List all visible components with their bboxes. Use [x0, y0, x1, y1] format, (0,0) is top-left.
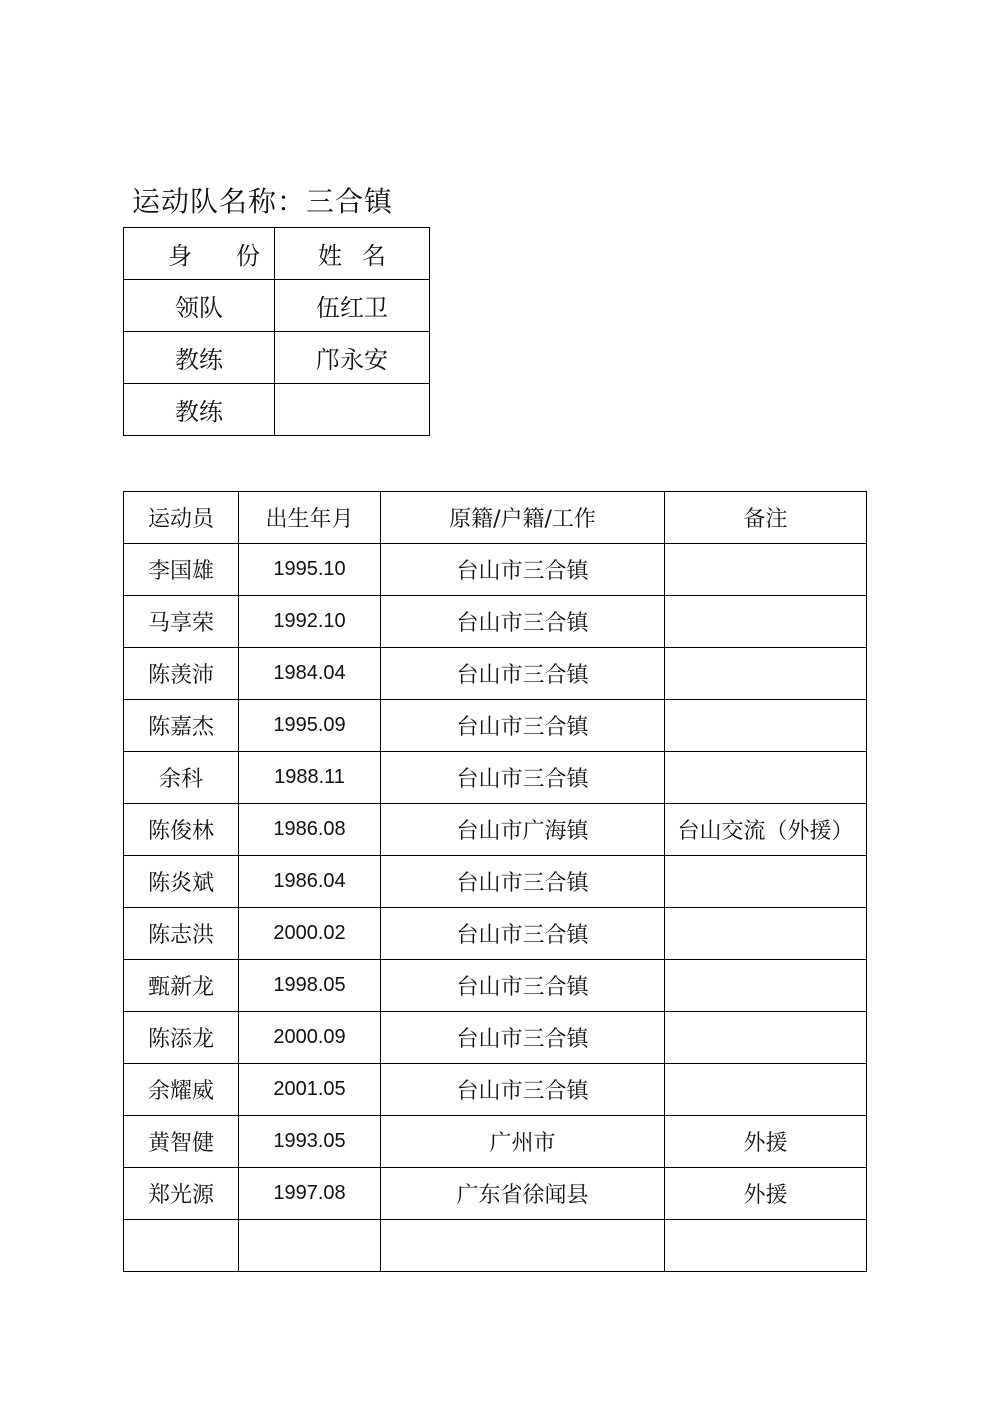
athlete-note-cell — [665, 1012, 867, 1064]
athlete-origin-cell — [381, 1220, 665, 1272]
athlete-birth-cell: 1986.04 — [239, 856, 381, 908]
athlete-name-cell: 陈嘉杰 — [124, 700, 239, 752]
athlete-origin-cell: 台山市三合镇 — [381, 596, 665, 648]
staff-name-cell — [275, 384, 430, 436]
athlete-origin-cell: 台山市广海镇 — [381, 804, 665, 856]
athlete-name-cell: 余科 — [124, 752, 239, 804]
athlete-note-cell — [665, 1064, 867, 1116]
staff-row — [124, 332, 430, 384]
athlete-birth-cell: 1995.10 — [239, 544, 381, 596]
staff-header-name: 姓名 — [275, 228, 430, 280]
athlete-note-cell: 台山交流（外援） — [665, 804, 867, 856]
athlete-birth-cell: 1997.08 — [239, 1168, 381, 1220]
athlete-origin-cell: 台山市三合镇 — [381, 908, 665, 960]
athlete-birth-cell: 2000.09 — [239, 1012, 381, 1064]
athlete-note-cell: 外援 — [665, 1168, 867, 1220]
athlete-row — [124, 804, 867, 856]
athlete-row — [124, 908, 867, 960]
athlete-origin-cell: 台山市三合镇 — [381, 752, 665, 804]
staff-header-role: 身份 — [124, 228, 275, 280]
athlete-row — [124, 752, 867, 804]
athlete-row — [124, 1220, 867, 1272]
athlete-name-cell: 郑光源 — [124, 1168, 239, 1220]
athlete-birth-cell: 2001.05 — [239, 1064, 381, 1116]
athlete-row — [124, 1168, 867, 1220]
athlete-header-note: 备注 — [665, 492, 867, 544]
athlete-origin-cell: 台山市三合镇 — [381, 960, 665, 1012]
athlete-origin-cell: 台山市三合镇 — [381, 648, 665, 700]
athlete-origin-cell: 台山市三合镇 — [381, 544, 665, 596]
athlete-name-cell: 陈俊林 — [124, 804, 239, 856]
athlete-name-cell: 李国雄 — [124, 544, 239, 596]
team-name: 三合镇 — [306, 185, 394, 218]
athlete-note-cell — [665, 700, 867, 752]
athlete-birth-cell: 2000.02 — [239, 908, 381, 960]
athlete-header-row — [124, 492, 867, 544]
athlete-row — [124, 544, 867, 596]
athlete-origin-cell: 广东省徐闻县 — [381, 1168, 665, 1220]
athlete-row — [124, 648, 867, 700]
staff-role-cell: 教练 — [124, 332, 275, 384]
athlete-name-cell: 陈添龙 — [124, 1012, 239, 1064]
athlete-birth-cell: 1992.10 — [239, 596, 381, 648]
staff-row — [124, 384, 430, 436]
athlete-origin-cell: 台山市三合镇 — [381, 700, 665, 752]
athlete-row — [124, 1064, 867, 1116]
staff-name-cell: 伍红卫 — [275, 280, 430, 332]
athlete-note-cell — [665, 596, 867, 648]
staff-role-cell: 领队 — [124, 280, 275, 332]
athlete-origin-cell: 台山市三合镇 — [381, 1012, 665, 1064]
athlete-note-cell — [665, 544, 867, 596]
team-label: 运动队名称： — [132, 185, 307, 218]
athlete-birth-cell: 1993.05 — [239, 1116, 381, 1168]
athlete-name-cell: 黄智健 — [124, 1116, 239, 1168]
staff-name-cell: 邝永安 — [275, 332, 430, 384]
staff-table — [123, 227, 430, 436]
athlete-row — [124, 596, 867, 648]
athlete-table — [123, 491, 867, 1272]
athlete-note-cell: 外援 — [665, 1116, 867, 1168]
athlete-row — [124, 856, 867, 908]
athlete-birth-cell: 1984.04 — [239, 648, 381, 700]
staff-row — [124, 280, 430, 332]
athlete-name-cell — [124, 1220, 239, 1272]
athlete-name-cell: 陈志洪 — [124, 908, 239, 960]
athlete-name-cell: 余耀威 — [124, 1064, 239, 1116]
athlete-header-origin: 原籍/户籍/工作 — [381, 492, 665, 544]
athlete-name-cell: 陈炎斌 — [124, 856, 239, 908]
team-title — [132, 180, 393, 220]
athlete-row — [124, 1116, 867, 1168]
athlete-header-name: 运动员 — [124, 492, 239, 544]
athlete-birth-cell: 1995.09 — [239, 700, 381, 752]
athlete-name-cell: 马享荣 — [124, 596, 239, 648]
staff-role-cell: 教练 — [124, 384, 275, 436]
athlete-birth-cell: 1998.05 — [239, 960, 381, 1012]
athlete-row — [124, 1012, 867, 1064]
athlete-name-cell: 陈羡沛 — [124, 648, 239, 700]
athlete-birth-cell: 1986.08 — [239, 804, 381, 856]
athlete-note-cell — [665, 856, 867, 908]
athlete-note-cell — [665, 960, 867, 1012]
athlete-birth-cell — [239, 1220, 381, 1272]
athlete-note-cell — [665, 752, 867, 804]
athlete-row — [124, 960, 867, 1012]
athlete-note-cell — [665, 648, 867, 700]
athlete-header-birth: 出生年月 — [239, 492, 381, 544]
athlete-note-cell — [665, 908, 867, 960]
staff-header-row — [124, 228, 430, 280]
athlete-row — [124, 700, 867, 752]
athlete-birth-cell: 1988.11 — [239, 752, 381, 804]
athlete-origin-cell: 台山市三合镇 — [381, 856, 665, 908]
athlete-name-cell: 甄新龙 — [124, 960, 239, 1012]
athlete-note-cell — [665, 1220, 867, 1272]
athlete-origin-cell: 广州市 — [381, 1116, 665, 1168]
athlete-origin-cell: 台山市三合镇 — [381, 1064, 665, 1116]
